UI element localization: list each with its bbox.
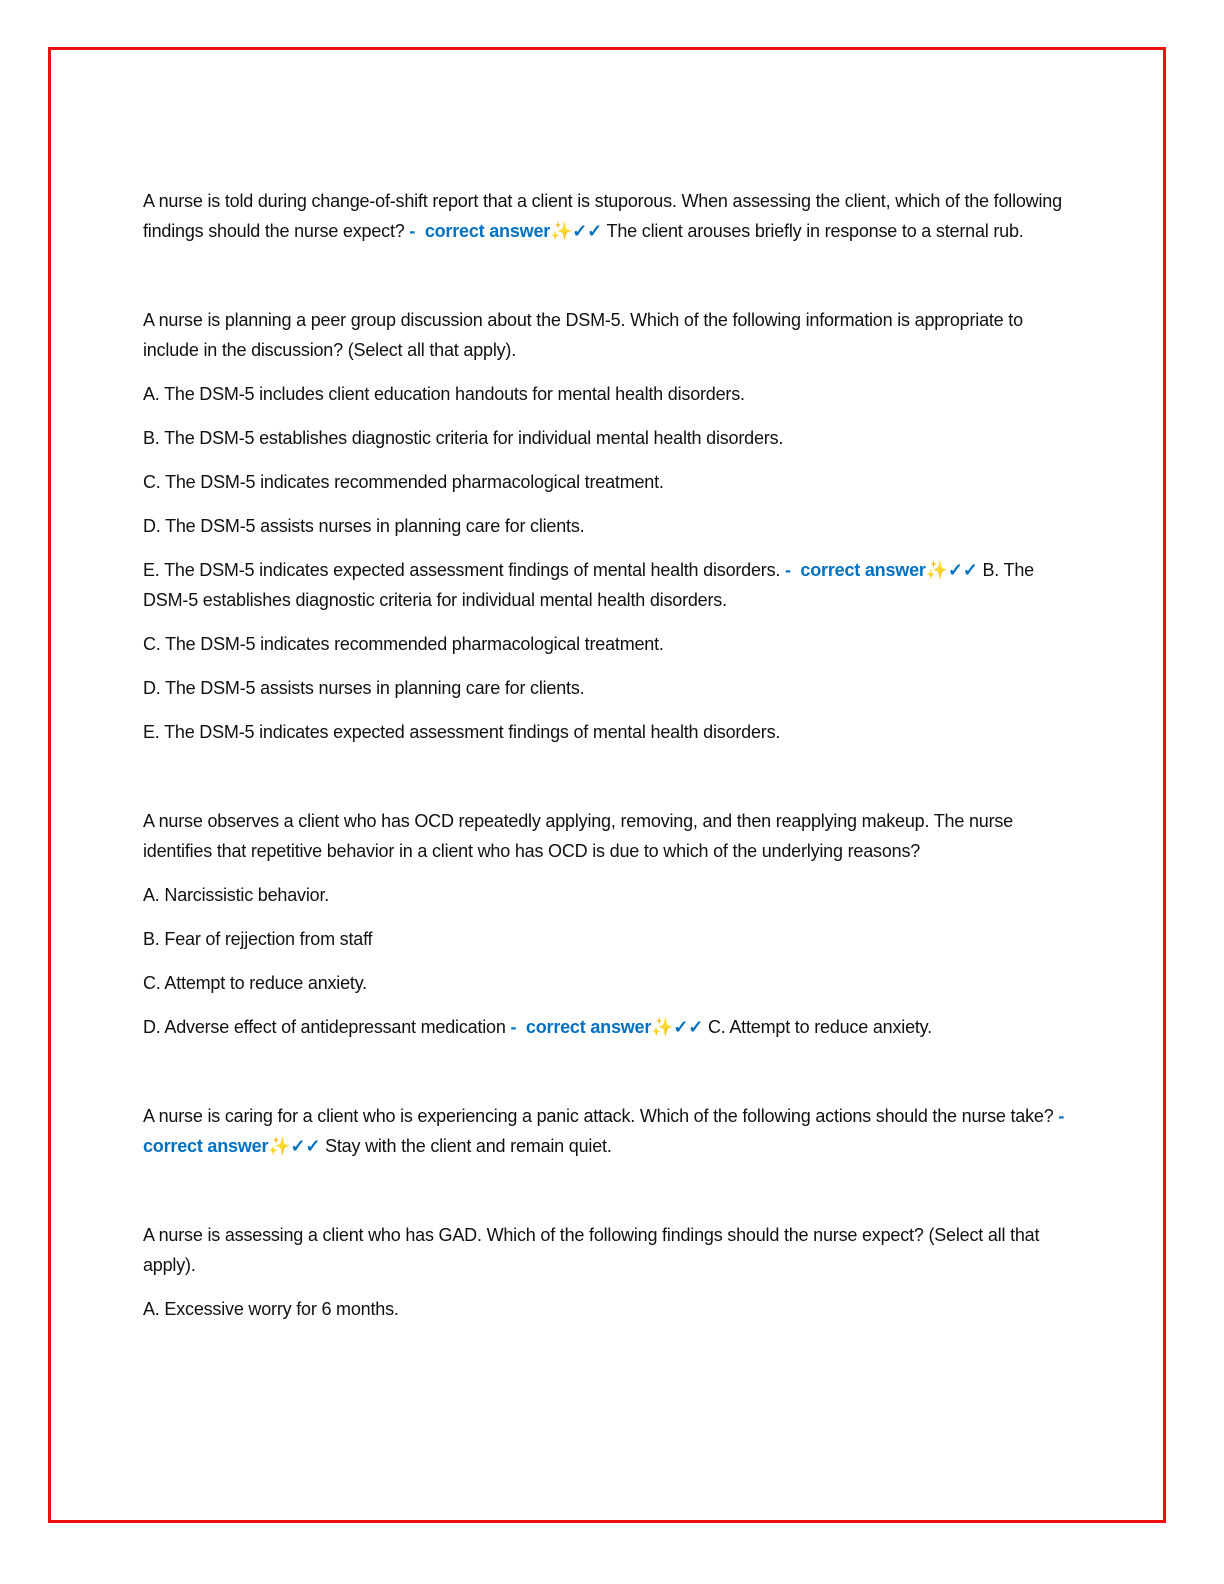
option: A. Excessive worry for 6 months. [143, 1299, 399, 1319]
document-body [143, 186, 1078, 1338]
correct-answer-label: correct answer [800, 560, 926, 580]
option-text: E. The DSM-5 indicates expected assessment findings of mental health disorders. [143, 560, 781, 580]
sparkle-icon: ✨ [268, 1136, 291, 1156]
option: D. The DSM-5 assists nurses in planning care for clients. [143, 516, 585, 536]
question-stem: A nurse is caring for a client who is experiencing a panic attack. Which of the following actions should the nurse take? [143, 1106, 1054, 1126]
option [143, 555, 1078, 615]
correct-answer-label: correct answer [525, 1017, 652, 1037]
answer-text: C. Attempt to reduce anxiety. [707, 1017, 932, 1037]
answer-text: The client arouses briefly in response to a sternal rub. [606, 221, 1024, 241]
sparkle-icon: ✨ [925, 560, 948, 580]
answer-prefix: - [409, 221, 416, 241]
option: B. Fear of rejjection from staff [143, 929, 373, 949]
answer-prefix: - [510, 1017, 517, 1037]
question-stem: A nurse is told during change-of-shift report that a client is stuporous. When assessing the client, which of the following findings should the nurse expect? [143, 191, 1062, 241]
check-icon: ✓✓ [572, 221, 603, 241]
option-text: D. Adverse effect of antidepressant medication [143, 1017, 506, 1037]
correct-answer-label: correct answer [143, 1136, 269, 1156]
check-icon: ✓✓ [290, 1136, 321, 1156]
answer-extra: C. The DSM-5 indicates recommended pharmacological treatment. [143, 634, 664, 654]
answer-extra: D. The DSM-5 assists nurses in planning care for clients. [143, 678, 585, 698]
option: B. The DSM-5 establishes diagnostic criteria for individual mental health disorders. [143, 428, 784, 448]
correct-answer-label: correct answer [424, 221, 551, 241]
option: C. Attempt to reduce anxiety. [143, 973, 367, 993]
answer-text: Stay with the client and remain quiet. [325, 1136, 612, 1156]
answer-prefix: - [785, 560, 791, 580]
option: C. The DSM-5 indicates recommended pharmacological treatment. [143, 472, 664, 492]
answer-prefix: - [1058, 1106, 1065, 1126]
option: A. Narcissistic behavior. [143, 885, 330, 905]
answer-extra: E. The DSM-5 indicates expected assessment findings of mental health disorders. [143, 722, 781, 742]
sparkle-icon: ✨ [651, 1017, 674, 1037]
check-icon: ✓✓ [673, 1017, 704, 1037]
question-2: A nurse is planning a peer group discussion about the DSM-5. Which of the following information is appropriate to include in the discussion? (Select all that apply). [143, 310, 1023, 360]
question-3: A nurse observes a client who has OCD repeatedly applying, removing, and then reapplying makeup. The nurse identifies that repetitive behavior in a client who has OCD is due to which of the underlying reasons? [143, 811, 1013, 861]
sparkle-icon: ✨ [550, 221, 573, 241]
question-4 [143, 1101, 1078, 1161]
question-5: A nurse is assessing a client who has GAD. Which of the following findings should the nurse expect? (Select all that apply). [143, 1225, 1040, 1275]
option: A. The DSM-5 includes client education handouts for mental health disorders. [143, 384, 745, 404]
option [143, 1012, 1078, 1042]
answer-text: B. The DSM-5 establishes diagnostic criteria for individual mental health disorders. [143, 560, 1034, 610]
check-icon: ✓✓ [947, 560, 978, 580]
question-1 [143, 186, 1078, 246]
